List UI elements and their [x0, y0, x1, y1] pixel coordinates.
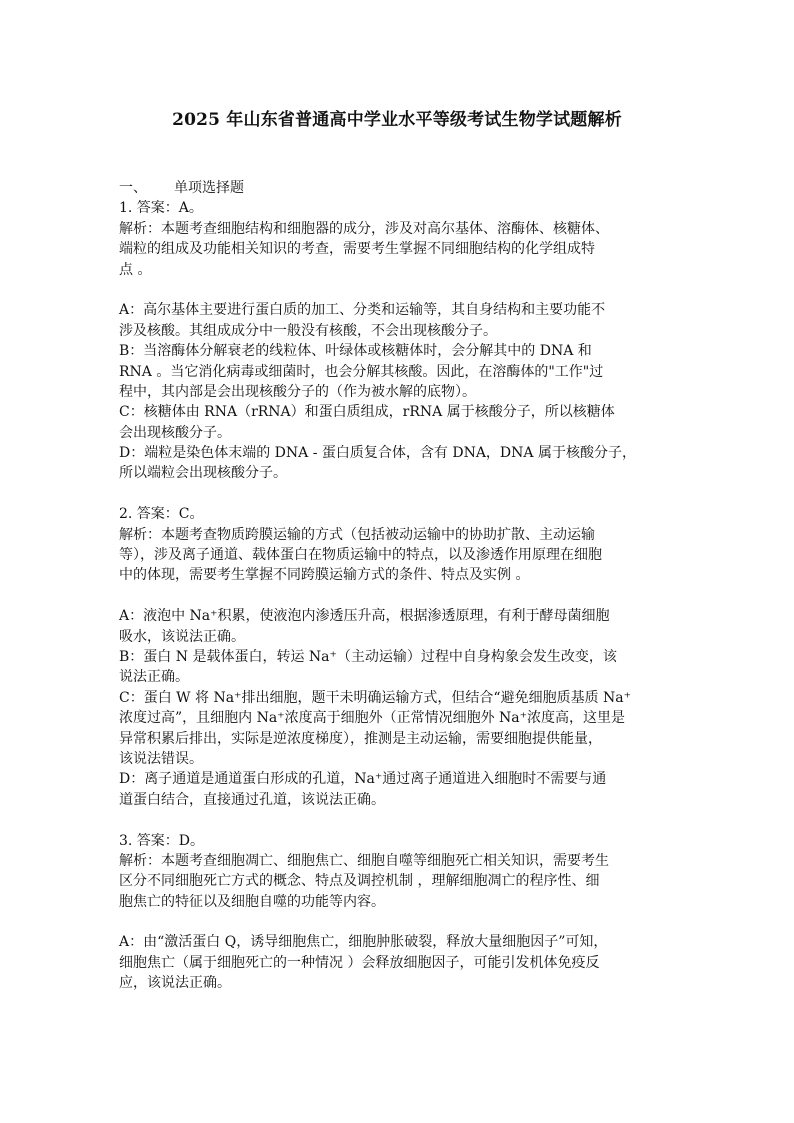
q1-option-d: 所以端粒会出现核酸分子。 [119, 465, 287, 482]
section-number: 一、 [119, 180, 147, 196]
q2-option-b: B：蛋白 N 是载体蛋白，转运 Na⁺（主动运输）过程中自身构象会发生改变，该 [119, 648, 617, 665]
q2-analysis-line: 等），涉及离子通道、载体蛋白在物质运输中的特点，以及渗透作用原理在细胞 [119, 547, 602, 564]
q3-analysis-line: 区分不同细胞死亡方式的概念、特点及调控机制 ，理解细胞凋亡的程序性、细 [119, 873, 600, 890]
q3-analysis-line: 胞焦亡的特征以及细胞自噬的功能等内容。 [119, 893, 385, 910]
q2-option-a: A：液泡中 Na⁺积累，使液泡内渗透压升高，根据渗透原理，有利于酵母菌细胞 [119, 608, 610, 625]
q2-option-c: C：蛋白 W 将 Na⁺排出细胞，题干未明确运输方式，但结合“避免细胞质基质 Na⁺ [119, 689, 632, 706]
document-title: 2025 年山东省普通高中学业水平等级考试生物学试题解析 [172, 110, 622, 130]
q1-answer: 1. 答案：A。 [119, 200, 203, 217]
q3-answer: 3. 答案：D。 [119, 832, 205, 849]
q1-analysis-line: 点 。 [119, 261, 152, 278]
q2-option-c: 该说法错误。 [119, 750, 203, 767]
q2-option-d: D：离子通道是通道蛋白形成的孔道，Na⁺通过离子通道进入细胞时不需要与通 [119, 771, 607, 788]
section-heading [119, 178, 679, 198]
q1-option-b: 程中，其内部是会出现核酸分子的（作为被水解的底物）。 [119, 383, 476, 400]
q2-analysis-line: 中的体现，需要考生掌握不同跨膜运输方式的条件、特点及实例 。 [119, 567, 530, 584]
paragraph-spacer [119, 810, 679, 830]
document-body [119, 178, 679, 994]
q1-option-b: B：当溶酶体分解衰老的线粒体、叶绿体或核糖体时，会分解其中的 DNA 和 [119, 343, 592, 360]
q3-option-a: A：由“激活蛋白 Q，诱导细胞焦亡，细胞肿胀破裂，释放大量细胞因子”可知， [119, 934, 608, 951]
q3-option-a: 细胞焦亡（属于细胞死亡的一种情况 ）会释放细胞因子，可能引发机体免疫反 [119, 954, 600, 971]
q1-option-a: A：高尔基体主要进行蛋白质的加工、分类和运输等，其自身结构和主要功能不 [119, 302, 606, 319]
q1-analysis-line: 解析：本题考查细胞结构和细胞器的成分，涉及对高尔基体、溶酶体、核糖体、 [119, 220, 609, 237]
q1-analysis-line: 端粒的组成及功能相关知识的考查，需要考生掌握不同细胞结构的化学组成特 [119, 241, 595, 258]
q1-option-c: C：核糖体由 RNA（rRNA）和蛋白质组成，rRNA 属于核酸分子，所以核糖体 [119, 404, 615, 421]
q3-option-a: 应，该说法正确。 [119, 975, 231, 992]
paragraph-spacer [119, 912, 679, 932]
q2-option-c: 异常积累后排出，实际是逆浓度梯度），推测是主动运输，需要细胞提供能量， [119, 730, 602, 747]
q1-option-a: 涉及核酸。其组成成分中一般没有核酸，不会出现核酸分子。 [119, 322, 497, 339]
q1-option-c: 会出现核酸分子。 [119, 424, 231, 441]
q3-analysis-line: 解析：本题考查细胞凋亡、细胞焦亡、细胞自噬等细胞死亡相关知识，需要考生 [119, 852, 609, 869]
paragraph-spacer [119, 484, 679, 504]
q2-option-d: 道蛋白结合，直接通过孔道，该说法正确。 [119, 791, 385, 808]
q2-option-b: 说法正确。 [119, 669, 189, 686]
q2-answer: 2. 答案：C。 [119, 506, 204, 523]
q1-option-b: RNA 。当它消化病毒或细菌时，也会分解其核酸。因此，在溶酶体的"工作"过 [119, 363, 604, 380]
q2-option-c: 浓度过高”，且细胞内 Na⁺浓度高于细胞外（正常情况细胞外 Na⁺浓度高，这里是 [119, 710, 626, 727]
paragraph-spacer [119, 280, 679, 300]
q2-option-a: 吸水，该说法正确。 [119, 628, 245, 645]
section-name: 单项选择题 [174, 180, 244, 196]
q1-option-d: D：端粒是染色体末端的 DNA - 蛋白质复合体，含有 DNA，DNA 属于核酸分子， [119, 445, 636, 462]
q2-analysis-line: 解析：本题考查物质跨膜运输的方式（包括被动运输中的协助扩散、主动运输 [119, 526, 595, 543]
paragraph-spacer [119, 586, 679, 606]
